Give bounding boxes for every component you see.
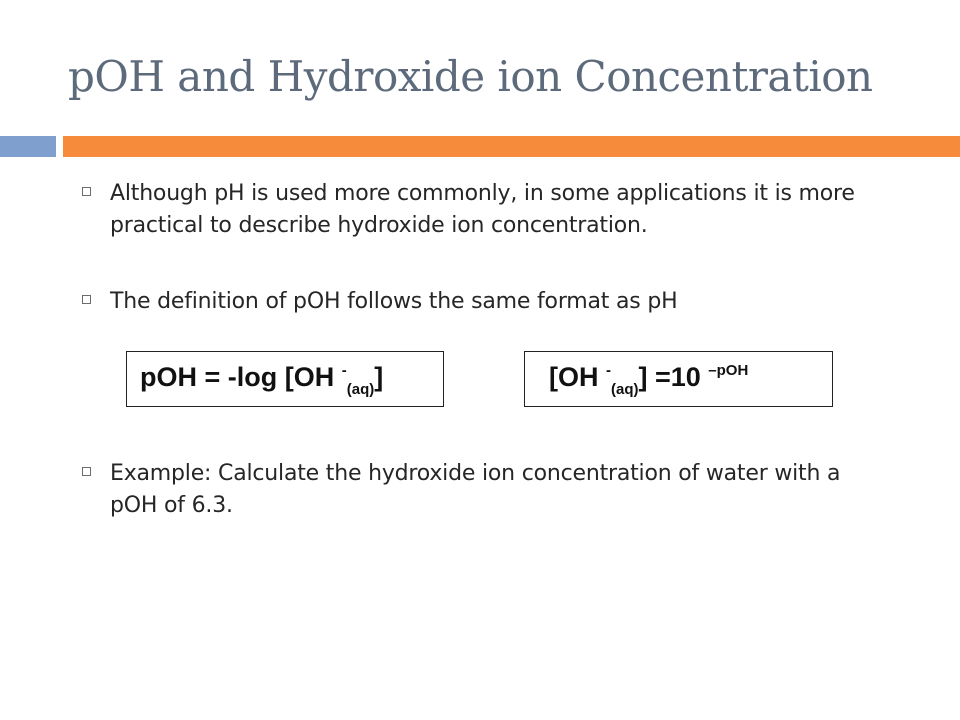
bullet-text: Although pH is used more commonly, in some applications it is more practical to describe hydroxide ion concentration. (110, 181, 855, 238)
square-bullet-icon (82, 467, 91, 476)
formula-text: [OH (549, 362, 606, 392)
formula-text: ] =10 (638, 362, 709, 392)
accent-bar-left (0, 136, 56, 157)
formula-text: pOH = -log [OH (140, 362, 342, 392)
state-subscript: (aq) (611, 381, 639, 398)
hydroxide-formula (549, 362, 749, 398)
square-bullet-icon (82, 187, 91, 196)
square-bullet-icon (82, 295, 91, 304)
poh-formula (140, 362, 384, 398)
poh-formula-box (126, 351, 444, 407)
state-subscript: (aq) (346, 381, 375, 398)
bullet-text: Example: Calculate the hydroxide ion concentration of water with a pOH of 6.3. (110, 461, 841, 518)
charge-superscript: - (341, 362, 347, 379)
slide-title: pOH and Hydroxide ion Concentration (68, 52, 873, 101)
charge-superscript: - (606, 362, 611, 379)
hydroxide-formula-box (524, 351, 833, 407)
formula-text: ] (374, 362, 384, 392)
bullet-item (82, 286, 882, 318)
bullet-text: The definition of pOH follows the same format as pH (110, 289, 678, 314)
bullet-item (82, 458, 882, 522)
bullet-item (82, 178, 882, 242)
accent-bar-right (63, 136, 960, 157)
exponent-superscript: –pOH (708, 362, 749, 379)
